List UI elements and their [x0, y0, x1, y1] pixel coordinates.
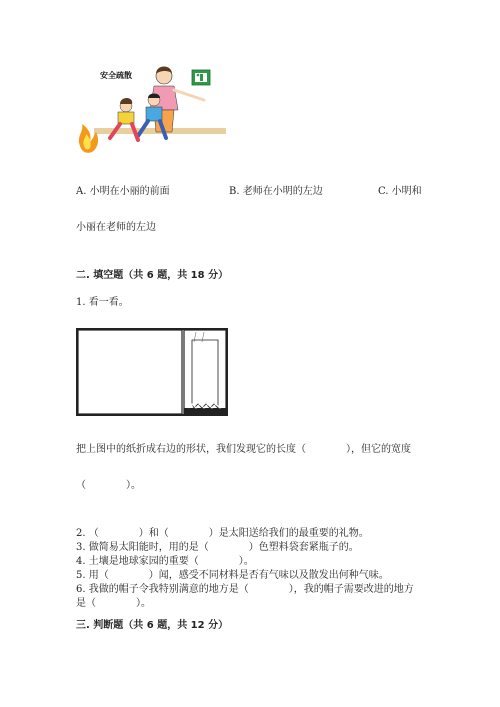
option-b: B. 老师在小明的左边 — [229, 186, 323, 197]
question-1-title: 1. 看一看。 — [76, 297, 129, 308]
question-3: 3. 做简易太阳能时，用的是（ ）色塑料袋套紧瓶子的。 — [76, 542, 359, 553]
question-6-line1: 6. 我做的帽子令我特别满意的地方是（ ），我的帽子需要改进的地方 — [76, 584, 414, 595]
question-2: 2. （ ）和（ ）是太阳送给我们的最重要的礼物。 — [76, 528, 369, 539]
section-heading-fill-blank: 二. 填空题（共 6 题，共 18 分） — [76, 270, 229, 281]
question-6-line2: 是（ ）。 — [76, 598, 151, 609]
safety-sign-text: 安全疏散 — [100, 71, 132, 80]
question-4: 4. 土壤是地球家园的重要（ ）。 — [76, 556, 254, 567]
paper-fold-figure — [76, 328, 228, 416]
option-c: C. 小明和 — [378, 186, 422, 197]
option-c-continued: 小丽在老师的左边 — [76, 222, 156, 233]
option-a: A. 小明在小丽的前面 — [76, 186, 170, 197]
section-heading-true-false: 三. 判断题（共 6 题，共 12 分） — [76, 620, 229, 631]
question-1-line2: （ ）。 — [76, 480, 141, 491]
evacuation-illustration — [74, 62, 226, 158]
question-1-line1: 把上图中的纸折成右边的形状，我们发现它的长度（ ），但它的宽度 — [76, 444, 411, 455]
question-5: 5. 用（ ）闻，感受不同材料是否有气味以及散发出何种气味。 — [76, 570, 389, 581]
